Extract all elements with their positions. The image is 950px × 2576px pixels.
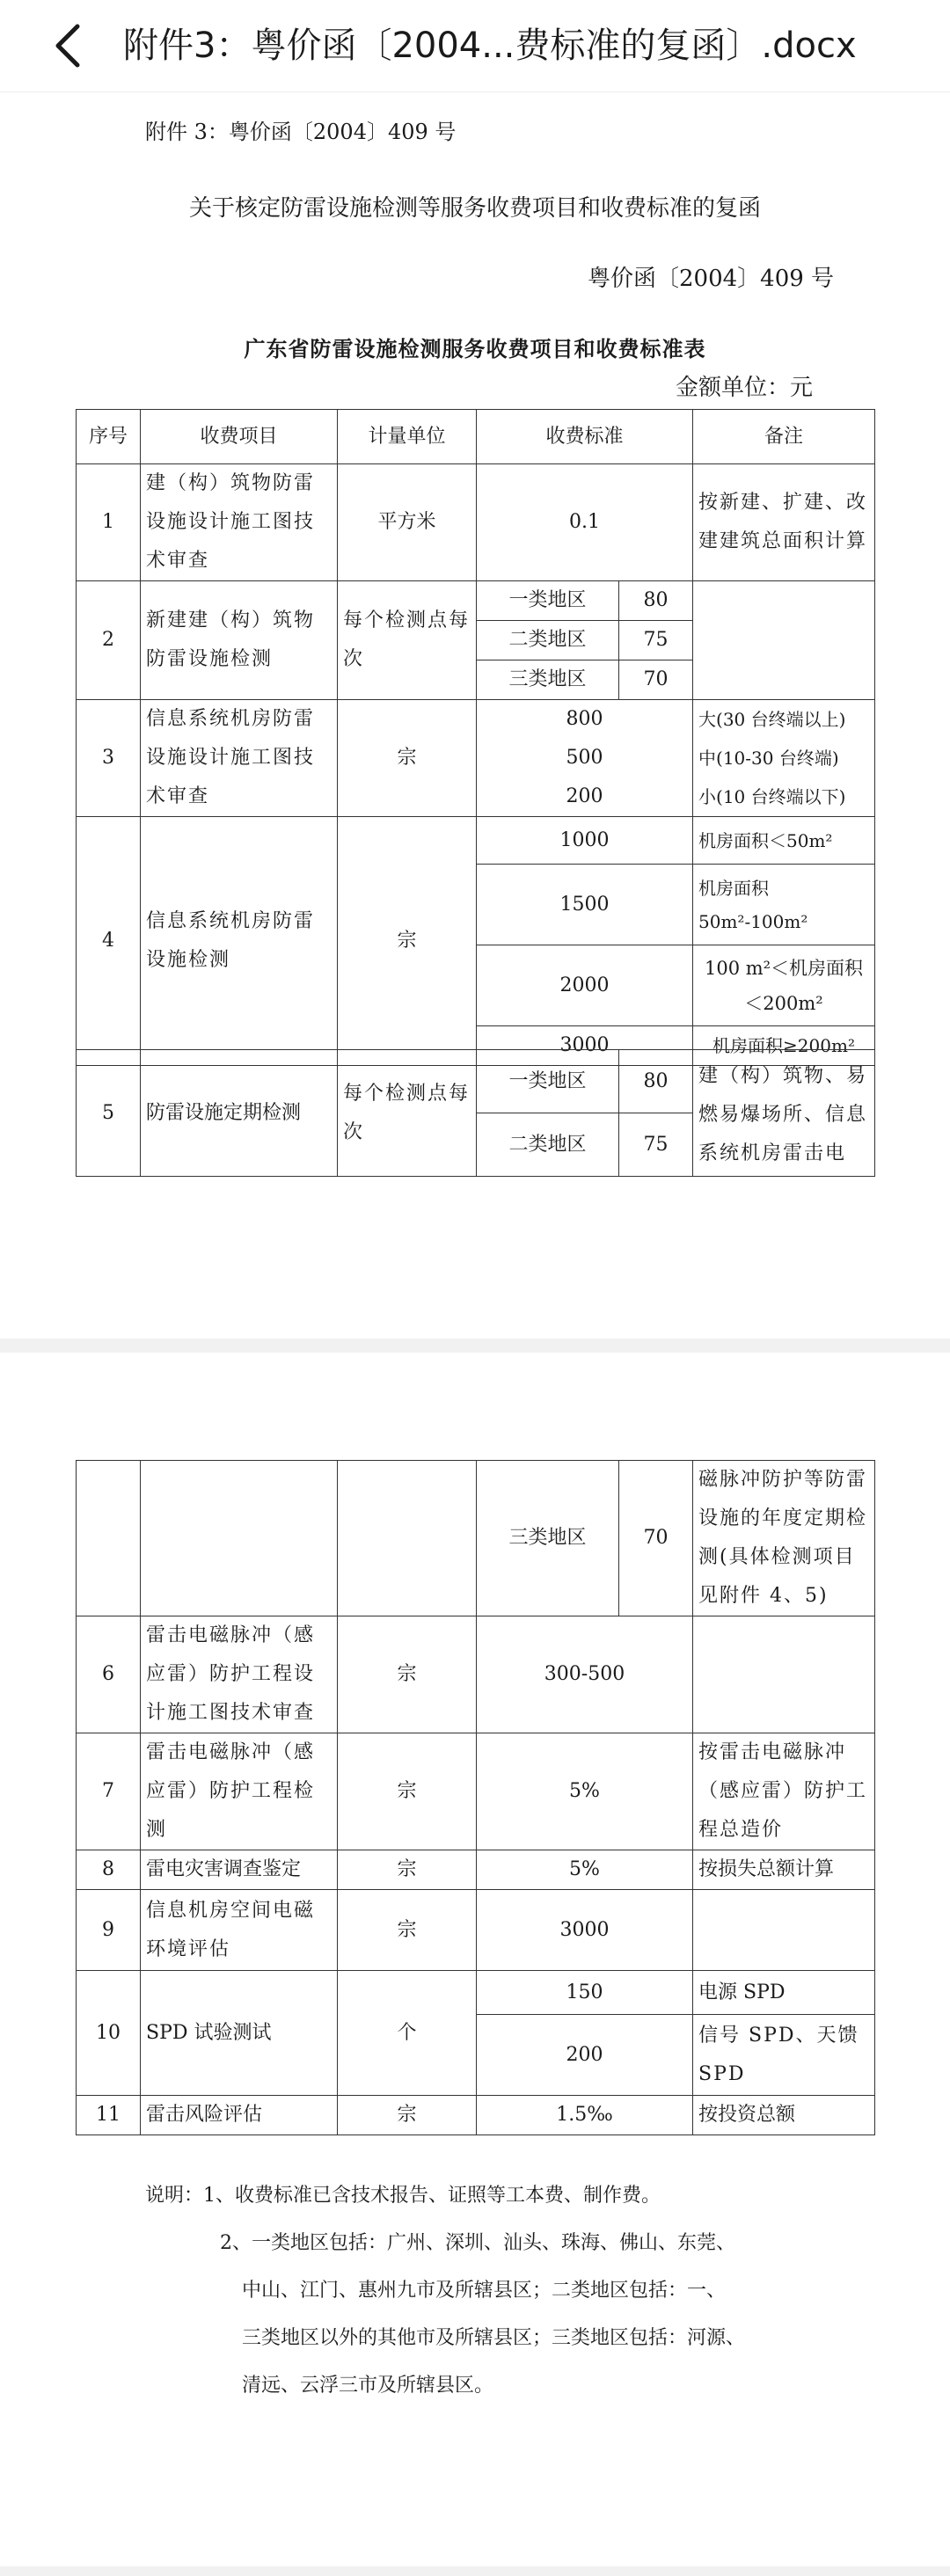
tier-remark: 小(10 台终端以下) bbox=[698, 786, 846, 807]
row-unit: 宗 bbox=[338, 1850, 477, 1890]
row-no-cont bbox=[77, 1461, 141, 1616]
table-title: 广东省防雷设施检测服务收费项目和收费标准表 bbox=[244, 336, 706, 361]
row-unit: 宗 bbox=[338, 1733, 477, 1850]
row-no: 9 bbox=[77, 1890, 141, 1971]
table-row bbox=[77, 581, 875, 621]
row-remark: 建（构）筑物、易燃易爆场所、信息系统机房雷击电 bbox=[693, 1050, 875, 1177]
row-unit: 宗 bbox=[338, 700, 477, 817]
region-fee: 70 bbox=[619, 1461, 693, 1616]
row-item: 建（构）筑物防雷设施设计施工图技术审查 bbox=[141, 464, 338, 581]
row-unit: 宗 bbox=[338, 1890, 477, 1971]
row-remark bbox=[693, 1616, 875, 1733]
row-fee: 300-500 bbox=[477, 1616, 693, 1733]
row-fee: 3000 bbox=[477, 1890, 693, 1971]
row-no: 4 bbox=[77, 817, 141, 1066]
tier-remark: 大(30 台终端以上) bbox=[698, 709, 846, 730]
row-remark-tiers bbox=[693, 700, 875, 817]
table-row bbox=[77, 1890, 875, 1971]
document-heading: 关于核定防雷设施检测等服务收费项目和收费标准的复函 bbox=[188, 195, 761, 222]
note-line: 说明：1、收费标准已含技术报告、证照等工本费、制作费。 bbox=[145, 2185, 661, 2207]
tier-fee: 2000 bbox=[477, 945, 693, 1026]
notes bbox=[145, 2172, 902, 2410]
table-row bbox=[77, 1050, 875, 1113]
table-row bbox=[77, 1733, 875, 1850]
region-name: 一类地区 bbox=[477, 1050, 619, 1113]
header-remark: 备注 bbox=[693, 410, 875, 464]
note-line: 清远、云浮三市及所辖县区。 bbox=[242, 2375, 494, 2397]
row-item: 雷电灾害调查鉴定 bbox=[141, 1850, 338, 1890]
page-separator bbox=[0, 2566, 950, 2576]
fee-table-row-5 bbox=[76, 1049, 875, 1177]
tier-fee: 200 bbox=[477, 2015, 693, 2096]
tier-fee: 1500 bbox=[477, 865, 693, 945]
row-unit-cont bbox=[338, 1461, 477, 1616]
region-name: 一类地区 bbox=[477, 581, 619, 621]
row-item: 雷击电磁脉冲（感应雷）防护工程设计施工图技术审查 bbox=[141, 1616, 338, 1733]
back-button[interactable] bbox=[42, 19, 95, 72]
row-item: 防雷设施定期检测 bbox=[141, 1050, 338, 1177]
fee-table-part-2 bbox=[76, 1460, 875, 2135]
table-row bbox=[77, 1616, 875, 1733]
tier-fee: 500 bbox=[566, 747, 603, 769]
row-unit: 宗 bbox=[338, 2096, 477, 2135]
header-fee: 收费标准 bbox=[477, 410, 693, 464]
row-remark: 按损失总额计算 bbox=[693, 1850, 875, 1890]
attachment-label: 附件 3：粤价函〔2004〕409 号 bbox=[145, 120, 457, 144]
row-unit: 宗 bbox=[338, 817, 477, 1066]
fee-table-part-1 bbox=[76, 409, 875, 1066]
tier-remark: 电源 SPD bbox=[693, 1971, 875, 2015]
region-name: 三类地区 bbox=[477, 660, 619, 700]
row-remark bbox=[693, 581, 875, 700]
tier-remark: 100 m²＜机房面积＜200m² bbox=[693, 945, 875, 1026]
row-item: 雷击风险评估 bbox=[141, 2096, 338, 2135]
region-fee: 80 bbox=[619, 1050, 693, 1113]
tier-remark: 机房面积≥200m² bbox=[693, 1026, 875, 1066]
row-unit: 个 bbox=[338, 1971, 477, 2096]
tier-remark: 信号 SPD、天馈 SPD bbox=[693, 2015, 875, 2096]
region-fee: 80 bbox=[619, 581, 693, 621]
table-header-row bbox=[77, 410, 875, 464]
row-no: 2 bbox=[77, 581, 141, 700]
table-row bbox=[77, 1850, 875, 1890]
table-row bbox=[77, 817, 875, 865]
tier-remark: 机房面积 50m²-100m² bbox=[693, 865, 875, 945]
header-item: 收费项目 bbox=[141, 410, 338, 464]
region-name: 三类地区 bbox=[477, 1461, 619, 1616]
table-row bbox=[77, 2096, 875, 2135]
table-row bbox=[77, 464, 875, 581]
region-name: 二类地区 bbox=[477, 1113, 619, 1177]
tier-fee: 3000 bbox=[477, 1026, 693, 1066]
row-item: 新建建（构）筑物防雷设施检测 bbox=[141, 581, 338, 700]
row-unit: 宗 bbox=[338, 1616, 477, 1733]
row-unit: 每个检测点每次 bbox=[338, 1050, 477, 1177]
row-no: 10 bbox=[77, 1971, 141, 2096]
tier-remark: 中(10-30 台终端) bbox=[698, 748, 839, 769]
row-fee-tiers bbox=[477, 700, 693, 817]
page-separator bbox=[0, 1339, 950, 1353]
note-line: 2、一类地区包括：广州、深圳、汕头、珠海、佛山、东莞、 bbox=[220, 2232, 735, 2254]
row-item: 雷击电磁脉冲（感应雷）防护工程检测 bbox=[141, 1733, 338, 1850]
row-item: 信息机房空间电磁环境评估 bbox=[141, 1890, 338, 1971]
amount-unit: 金额单位：元 bbox=[676, 375, 814, 401]
row-fee: 0.1 bbox=[477, 464, 693, 581]
row-no: 3 bbox=[77, 700, 141, 817]
row-item-cont bbox=[141, 1461, 338, 1616]
row-no: 11 bbox=[77, 2096, 141, 2135]
table-row bbox=[77, 700, 875, 817]
row-item: 信息系统机房防雷设施设计施工图技术审查 bbox=[141, 700, 338, 817]
row-remark: 按雷击电磁脉冲（感应雷）防护工程总造价 bbox=[693, 1733, 875, 1850]
document-number: 粤价函〔2004〕409 号 bbox=[588, 266, 835, 292]
top-bar bbox=[0, 0, 950, 92]
table-row bbox=[77, 1971, 875, 2015]
tier-fee: 800 bbox=[566, 708, 603, 730]
tier-remark: 机房面积＜50m² bbox=[693, 817, 875, 865]
note-line: 三类地区以外的其他市及所辖县区；三类地区包括：河源、 bbox=[242, 2327, 746, 2349]
row-unit: 平方米 bbox=[338, 464, 477, 581]
table-row bbox=[77, 1461, 875, 1616]
region-fee: 70 bbox=[619, 660, 693, 700]
row-no: 1 bbox=[77, 464, 141, 581]
row-remark: 按投资总额 bbox=[693, 2096, 875, 2135]
row-no: 5 bbox=[77, 1050, 141, 1177]
row-fee: 1.5‰ bbox=[477, 2096, 693, 2135]
chevron-left-icon bbox=[51, 23, 86, 69]
row-unit: 每个检测点每次 bbox=[338, 581, 477, 700]
header-unit: 计量单位 bbox=[338, 410, 477, 464]
row-no: 6 bbox=[77, 1616, 141, 1733]
row-no: 7 bbox=[77, 1733, 141, 1850]
header-no: 序号 bbox=[77, 410, 141, 464]
tier-fee: 200 bbox=[566, 785, 603, 807]
region-fee: 75 bbox=[619, 621, 693, 660]
tier-fee: 1000 bbox=[477, 817, 693, 865]
row-remark: 按新建、扩建、改建建筑总面积计算 bbox=[693, 464, 875, 581]
region-fee: 75 bbox=[619, 1113, 693, 1177]
row-remark-cont: 磁脉冲防护等防雷设施的年度定期检测(具体检测项目见附件 4、5) bbox=[693, 1461, 875, 1616]
row-item: SPD 试验测试 bbox=[141, 1971, 338, 2096]
region-name: 二类地区 bbox=[477, 621, 619, 660]
row-remark bbox=[693, 1890, 875, 1971]
row-item: 信息系统机房防雷设施检测 bbox=[141, 817, 338, 1066]
row-no: 8 bbox=[77, 1850, 141, 1890]
row-fee: 5% bbox=[477, 1850, 693, 1890]
tier-fee: 150 bbox=[477, 1971, 693, 2015]
row-fee: 5% bbox=[477, 1733, 693, 1850]
note-line: 中山、江门、惠州九市及所辖县区；二类地区包括：一、 bbox=[242, 2280, 727, 2302]
document-title: 附件3：粤价函〔2004...费标准的复函〕.docx bbox=[123, 26, 857, 66]
